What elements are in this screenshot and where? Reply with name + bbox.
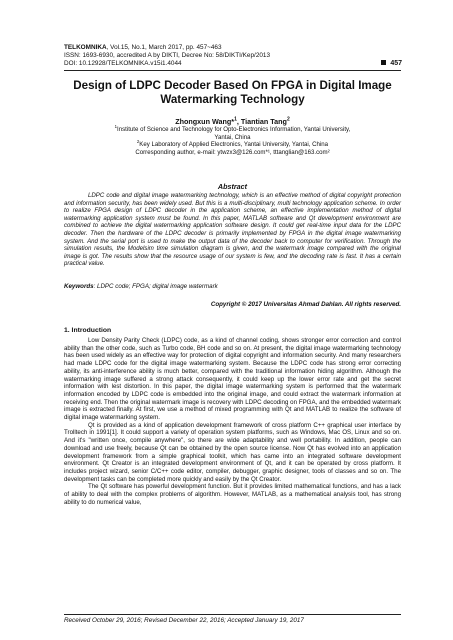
- section-heading: 1. Introduction: [64, 327, 112, 334]
- abstract-heading: Abstract: [217, 182, 248, 191]
- keywords-text: : LDPC code; FPGA; digital image watermark: [93, 283, 218, 290]
- keywords: [64, 283, 401, 290]
- square-bullet-icon: [381, 60, 386, 65]
- body-paragraph: Low Density Parity Check (LDPC) code, as a kind of channel coding, shows stronger error correction and control ability than the other code, such as Turbo code, BH code and so on. At present, the digital image watermarking technology has been used widely as an effective way for protection of digital copyright and information security. And many researchers had made LDPC code for the digital image watermarking system. Because the LDPC code has strong error correcting ability, its anti-interference ability is much better, compared with the traditional information hiding algorithm. Although the watermarking image suffered a strong attack consequently, it could keep up the lower error rate and get the secret information with lest distortion. In this paper, the digital image watermarking system is performed that the watermark information encoded by LDPC code is embedded into the original image, and could extract the watermark information at receiving end. Then the original watermark image is recovery with LDPC decoding on FPGA, and the embedded watermark image is extracted finally. At first, we use a method of mixed programming with Qt and MATLAB to realize the software of digital image watermarking system.: [64, 337, 401, 422]
- page-number: [370, 60, 402, 67]
- journal-header: [64, 44, 394, 69]
- affiliation-1-city: Yantai, China: [214, 133, 251, 141]
- copyright-notice: Copyright © 2017 Universitas Ahmad Dahlan. All rights reserved.: [210, 301, 401, 308]
- body-text: [64, 337, 401, 506]
- received-dates: Received October 29, 2016; Revised December 22, 2016; Accepted January 19, 2017: [64, 617, 304, 624]
- author-1-sup: 1: [234, 116, 237, 123]
- footer-rule: [64, 614, 401, 615]
- author-1: Zhongxun Wang*: [175, 117, 235, 126]
- doi-line: DOI: 10.12928/TELKOMNIKA.v15i1.4044: [64, 60, 182, 68]
- body-paragraph: The Qt software has powerful development function. But it provides limited mathematical functions, and has a lack of ability to deal with the complex problems of algorithm. However, MATLAB, as a mathematical analysis tool, has strong ability to do numerical value,: [64, 483, 401, 506]
- issn-line: ISSN: 1693-6930, accredited A by DIKTI, Decree No: 58/DIKTI/Kep/2013: [64, 52, 271, 60]
- keywords-label: Keywords: [64, 283, 94, 290]
- volume-info: , Vol.15, No.1, March 2017, pp. 457~463: [106, 44, 222, 51]
- affiliation-2: $^2$Key Laboratory of Applied Electronics, Yantai University, Yantai, China: [136, 139, 329, 149]
- author-2: , Tiantian Tang: [236, 117, 287, 126]
- affiliation-1: $^1$Institute of Science and Technology for Opto-Electronics Information, Yantai University,: [114, 123, 351, 133]
- header-rule: [64, 70, 401, 71]
- page-number-text: 457: [390, 60, 402, 67]
- body-paragraph: Qt is provided as a kind of application development framework of cross platform C++ graphical user interface by Trolltech in 1991[1]. It could support a variety of operation system platforms, such as Windows, Mac OS, Linux and so on. And it's "written once, compile anywhere", so there are wide adaptability and well portability. In addition, people can download and use freely, because Qt can be obtained by the open source license. Now Qt has evolved into an application development framework from a simple graphical toolkit, which has came into an integrated software development environment. Qt Creator is an integrated development environment of Qt, and it can be operated by cross platform. It includes project wizard, senior C/C++ code editor, compiler, debugger, graphic designer, tools of classes and so on. The development tasks can be completed more quickly and easily by the Qt Creator.: [64, 421, 401, 483]
- abstract-text: LDPC code and digital image watermarking technology, which is an effective method of digital copyright protection and information security, has been widely used. But this is a multi-disciplinary, multi technology application scheme. In order to realize FPGA design of LDPC decoder in the application scheme, an effective implementation method of digital watermarking application system must be found. In this paper, MATLAB software and Qt development environment are combined to achieve the digital watermarking application software design. It could get real-time input data for the LDPC decoder. Then the hardware of the LDPC decoder is primarily implemented by FPGA in the digital image watermarking system. And the serial port is used to make the output data of the decoder back to computer for verification. Through the simulation results, the Modelsim time simulation diagram is given, and the watermark image compared with the original image is got. The results show that the resource usage of our system is few, and the decoding rate is fast. It has a certain practical value.: [64, 192, 401, 268]
- journal-citation: [64, 44, 394, 52]
- paper-title: Design of LDPC Decoder Based On FPGA in Digital Image Watermarking Technology: [73, 79, 392, 106]
- author-2-sup: 2: [286, 116, 290, 123]
- journal-name: TELKOMNIKA: [64, 44, 107, 51]
- affiliations: [80, 123, 385, 156]
- corresponding-author: Corresponding author, e-mail: ytwzx3@126.com*¹, tttanglian@163.com²: [135, 148, 330, 156]
